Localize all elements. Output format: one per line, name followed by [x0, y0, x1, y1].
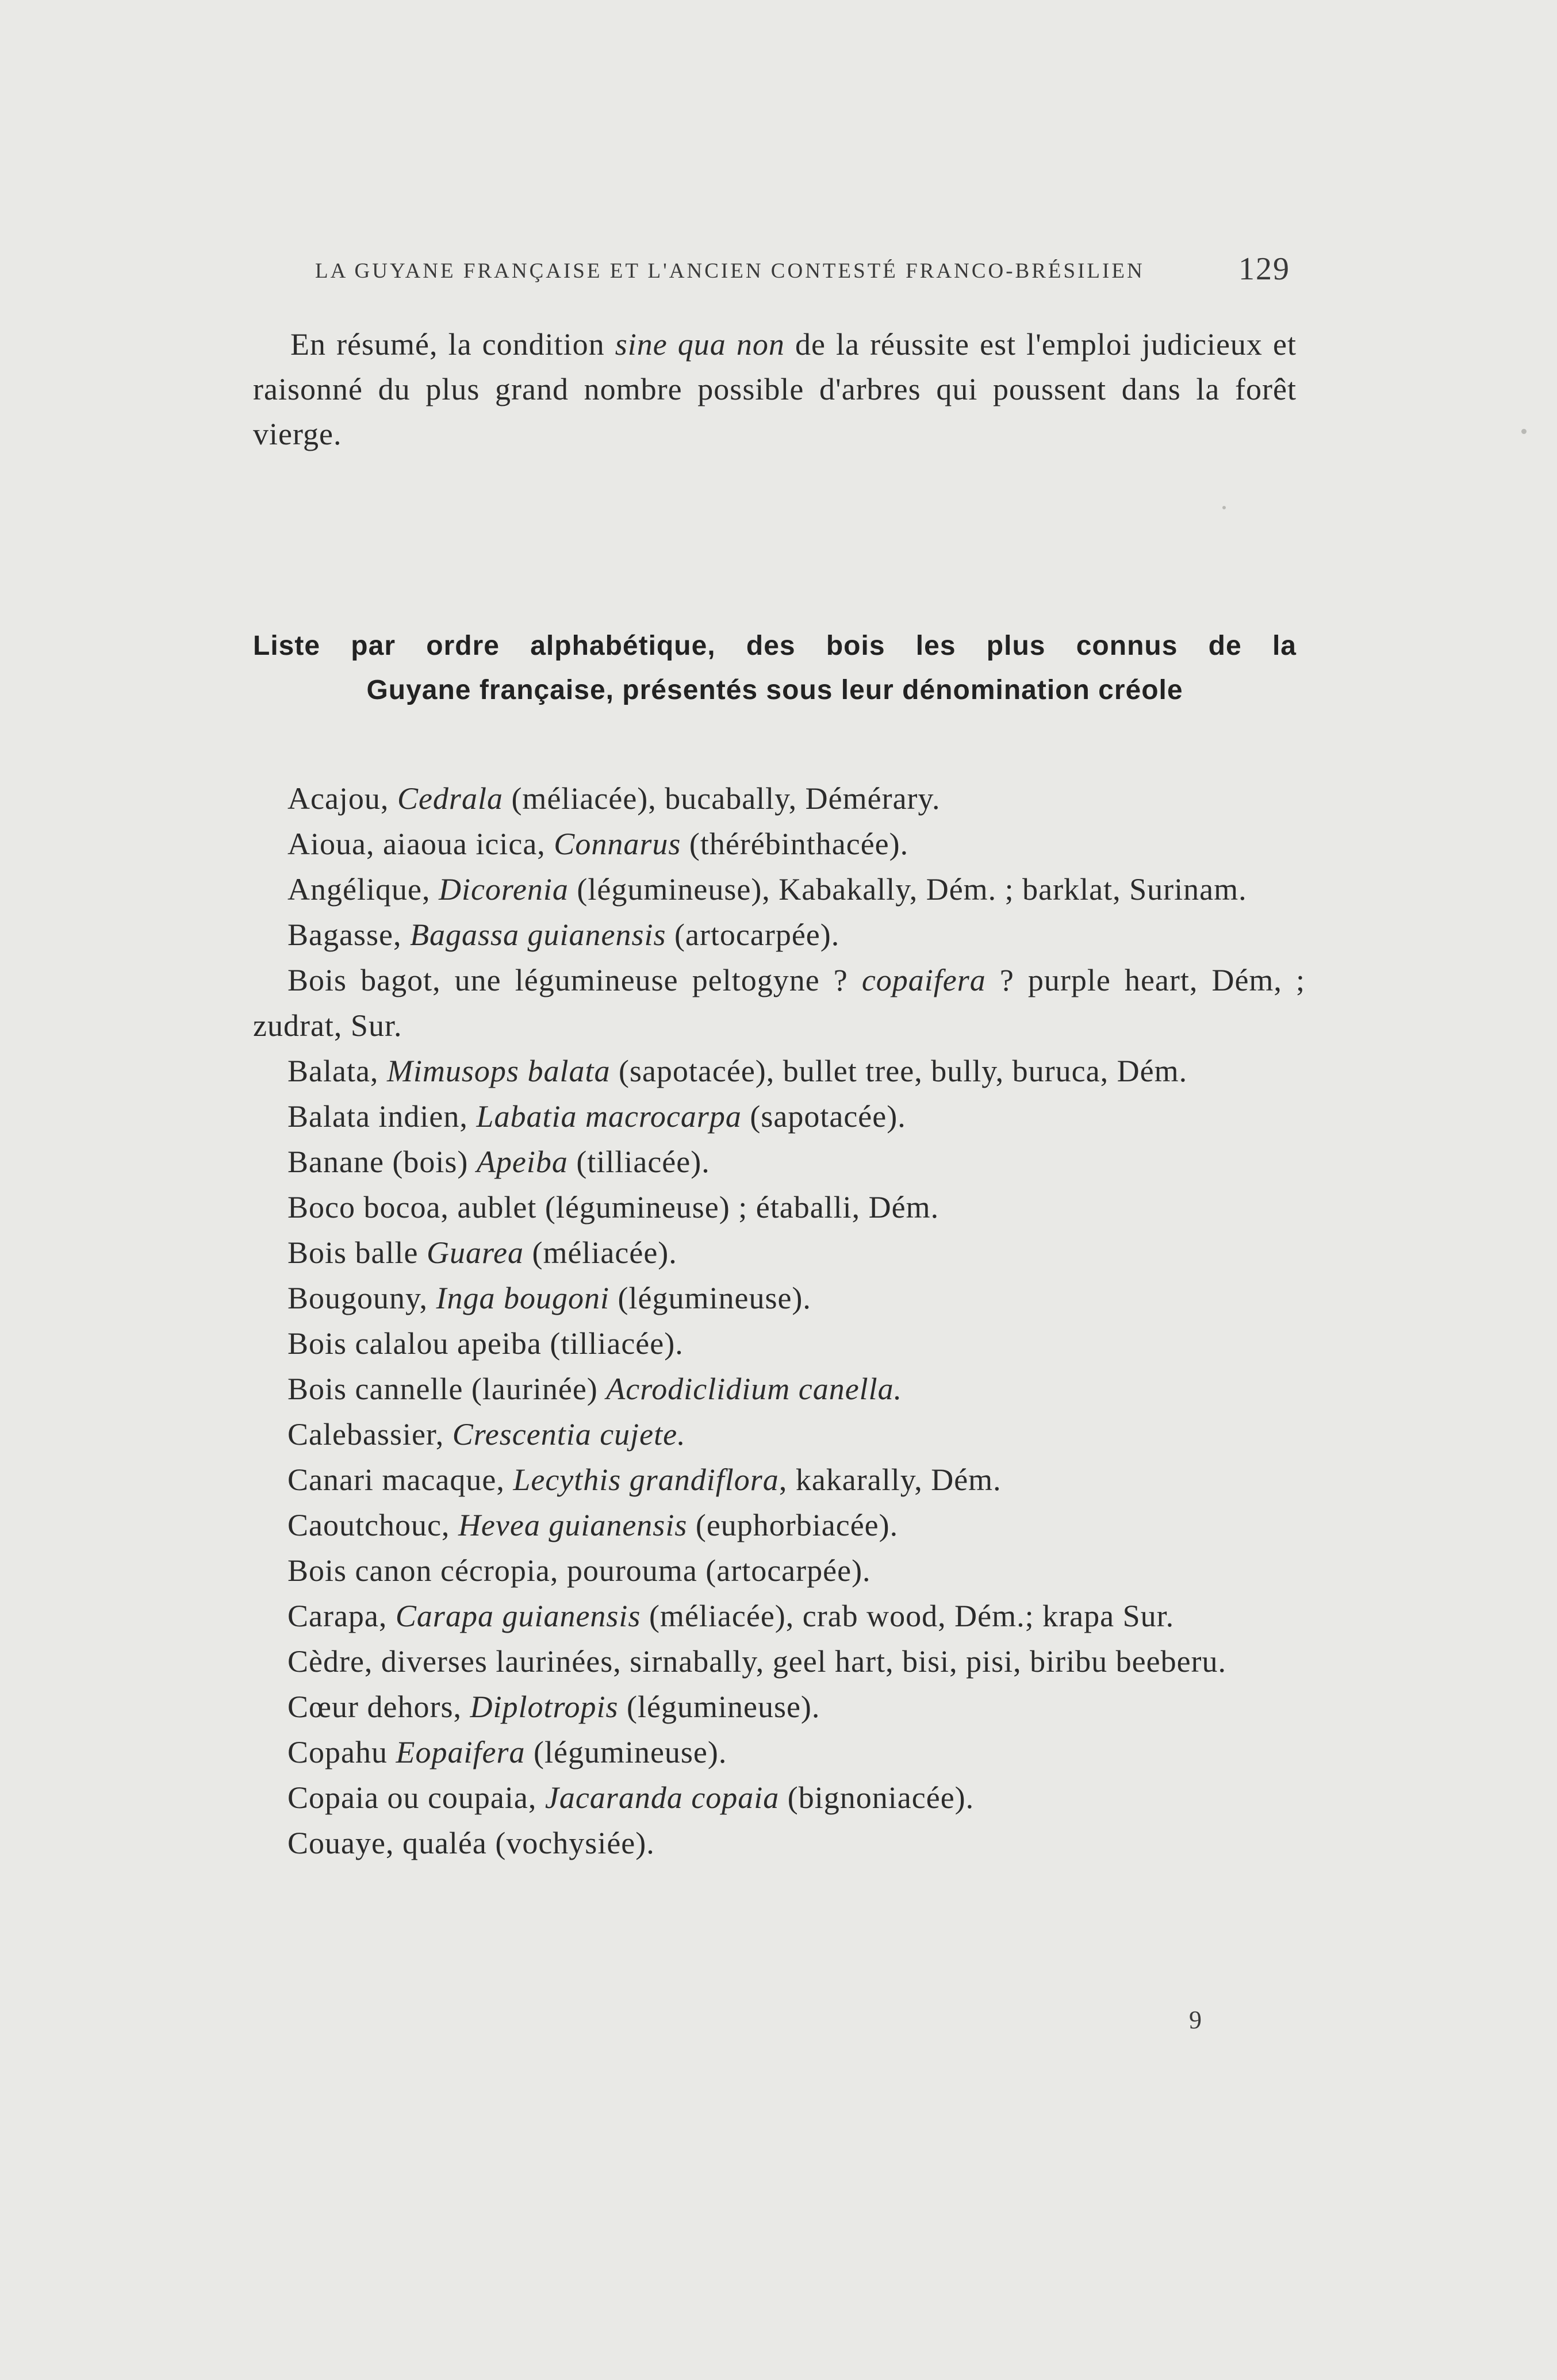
wood-entry — [253, 1730, 1305, 1775]
wood-entry — [253, 1276, 1305, 1321]
entry-text: Copahu — [287, 1735, 396, 1769]
entry-text: (méliacée). — [523, 1235, 677, 1270]
wood-entry — [253, 867, 1305, 912]
entry-species: Diplotropis — [470, 1690, 619, 1724]
wood-entry — [253, 1185, 1305, 1230]
wood-entry — [253, 1503, 1305, 1548]
wood-entry — [253, 1366, 1305, 1412]
entry-text: Boco bocoa, aublet (légumineuse) ; étaballi, Dém. — [287, 1190, 939, 1224]
entry-text: Bougouny, — [287, 1281, 436, 1315]
entry-species: Connarus — [554, 827, 681, 861]
entry-species: Guarea — [426, 1235, 524, 1270]
wood-entry — [253, 1139, 1305, 1185]
entry-text: (thérébinthacée). — [681, 827, 909, 861]
entry-text: Bois bagot, une légumineuse peltogyne ? — [287, 963, 862, 997]
entry-text: Banane (bois) — [287, 1145, 477, 1179]
signature-mark: 9 — [1189, 2006, 1202, 2034]
entry-text: Balata indien, — [287, 1099, 477, 1134]
entry-text: Cœur dehors, — [287, 1690, 470, 1724]
entry-text: (tilliacée). — [567, 1145, 710, 1179]
entry-text: Acajou, — [287, 781, 397, 816]
entry-text: (légumineuse). — [525, 1735, 727, 1769]
wood-entry — [253, 1321, 1305, 1366]
entry-text: Bois balle — [287, 1235, 427, 1270]
entry-text: Aioua, aiaoua icica, — [287, 827, 554, 861]
wood-entry — [253, 1230, 1305, 1276]
intro-text-before: En résumé, la condition — [290, 327, 615, 362]
running-head-title: LA GUYANE FRANÇAISE ET L'ANCIEN CONTESTÉ FRANCO-BRÉSILIEN — [315, 259, 1145, 283]
entry-species: Eopaifera — [396, 1735, 526, 1769]
entry-text: Canari macaque, — [287, 1462, 513, 1497]
entry-species: Crescentia cujete. — [452, 1417, 686, 1452]
entry-text: (méliacée), crab wood, Dém.; krapa Sur. — [641, 1599, 1175, 1633]
intro-text-italic: sine qua non — [615, 327, 785, 362]
entry-species: Hevea guianensis — [458, 1508, 688, 1542]
entry-text: Carapa, — [287, 1599, 396, 1633]
intro-paragraph — [253, 322, 1297, 456]
page-number: 129 — [1238, 251, 1290, 287]
list-heading-line-1: Liste par ordre alphabétique, des bois les plus connus de la — [253, 631, 1297, 661]
entry-text: Angélique, — [287, 872, 439, 907]
wood-entry — [253, 958, 1305, 1049]
wood-entry — [253, 1821, 1305, 1866]
entry-species: Labatia macrocarpa — [476, 1099, 742, 1134]
wood-entry — [253, 1684, 1305, 1730]
paper-speck — [1521, 429, 1527, 434]
entry-species: Lecythis grandiflora — [513, 1462, 779, 1497]
entry-text: (légumineuse). — [609, 1281, 811, 1315]
entry-text: (légumineuse), Kabakally, Dém. ; barklat, Surinam. — [568, 872, 1247, 907]
wood-entry — [253, 1049, 1305, 1094]
entry-text: ? purple heart, Dém, ; zudrat, Sur. — [253, 963, 1306, 1043]
running-head — [315, 248, 1290, 294]
entry-species: Mimusops balata — [386, 1054, 611, 1088]
entry-text: Copaia ou coupaia, — [287, 1780, 545, 1815]
entry-species: copaifera — [861, 963, 986, 997]
entry-text: Bois calalou apeiba (tilliacée). — [287, 1326, 684, 1361]
list-heading — [253, 624, 1297, 712]
entry-species: Jacaranda copaia — [544, 1780, 780, 1815]
entry-text: (sapotacée). — [741, 1099, 906, 1134]
entry-text: Couaye, qualéa (vochysiée). — [287, 1826, 655, 1860]
wood-entry — [253, 1548, 1305, 1594]
wood-entry — [253, 912, 1305, 958]
wood-entry — [253, 1775, 1305, 1821]
entry-text: Balata, — [287, 1054, 387, 1088]
paper-speck — [1222, 506, 1226, 509]
wood-entry — [253, 822, 1305, 867]
entry-species: Acrodiclidium canella. — [606, 1372, 903, 1406]
entry-text: (bignoniacée). — [779, 1780, 975, 1815]
entry-text: Bois canon cécropia, pourouma (artocarpée). — [287, 1553, 871, 1588]
intro-text-after: de la réussite est l'emploi judicieux et raisonné du plus grand nombre possible d'arbres qui poussent dans la forêt vierge. — [253, 327, 1297, 451]
entry-text: Bois cannelle (laurinée) — [287, 1372, 607, 1406]
entry-species: Carapa guianensis — [395, 1599, 641, 1633]
wood-entry — [253, 1639, 1305, 1684]
entry-text: Calebassier, — [287, 1417, 452, 1452]
wood-list — [253, 776, 1305, 1866]
wood-entry — [253, 1412, 1305, 1457]
entry-text: , kakarally, Dém. — [778, 1462, 1002, 1497]
entry-species: Bagassa guianensis — [409, 918, 666, 952]
entry-text: Cèdre, diverses laurinées, sirnabally, geel hart, bisi, pisi, biribu beeberu. — [287, 1644, 1227, 1679]
entry-text: (sapotacée), bullet tree, bully, buruca, Dém. — [610, 1054, 1188, 1088]
wood-entry — [253, 776, 1305, 822]
wood-entry — [253, 1457, 1305, 1503]
entry-text: Bagasse, — [287, 918, 410, 952]
entry-species: Inga bougoni — [436, 1281, 610, 1315]
entry-species: Apeiba — [476, 1145, 568, 1179]
entry-text: (légumineuse). — [618, 1690, 820, 1724]
wood-entry — [253, 1094, 1305, 1139]
entry-text: (méliacée), bucabally, Démérary. — [503, 781, 941, 816]
entry-species: Dicorenia — [438, 872, 569, 907]
wood-entry — [253, 1594, 1305, 1639]
list-heading-line-2: Guyane française, présentés sous leur dénomination créole — [366, 675, 1183, 705]
entry-text: (euphorbiacée). — [687, 1508, 899, 1542]
entry-species: Cedrala — [397, 781, 503, 816]
intro-text — [253, 322, 1297, 456]
entry-text: Caoutchouc, — [287, 1508, 458, 1542]
entry-text: (artocarpée). — [666, 918, 840, 952]
